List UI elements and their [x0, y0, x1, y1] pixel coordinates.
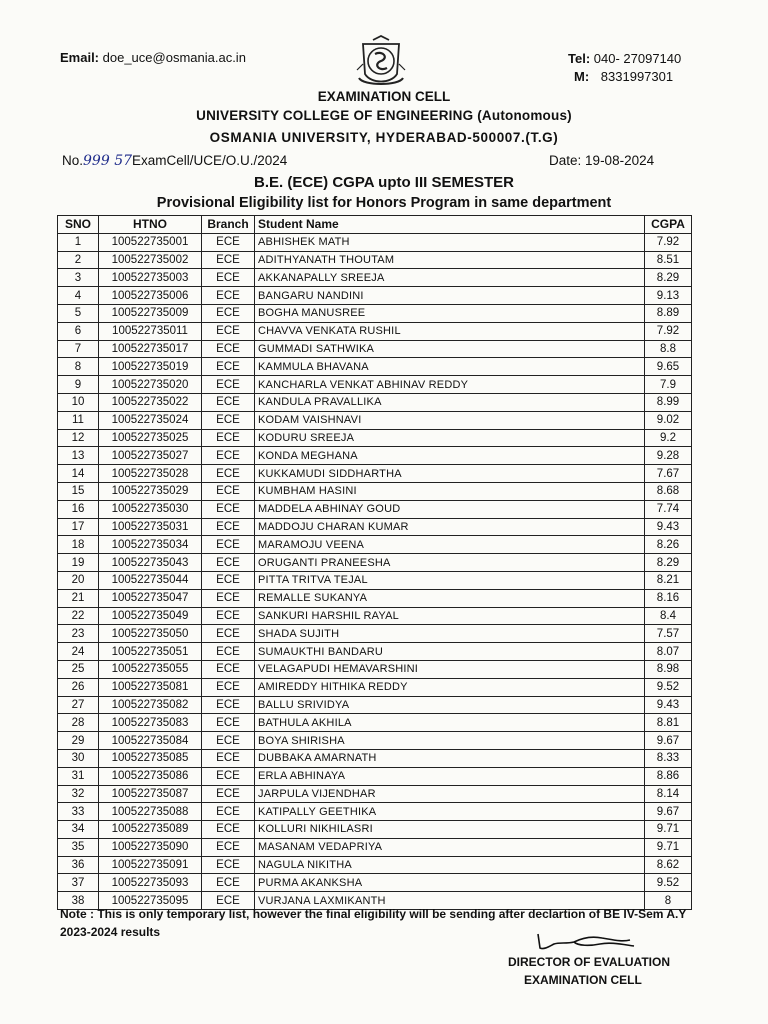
- table-row: [58, 660, 692, 678]
- cgpa-cell: 7.92: [645, 233, 692, 251]
- column-header-cgpa: CGPA: [645, 216, 692, 234]
- sno-cell: 36: [58, 856, 99, 874]
- table-row: [58, 821, 692, 839]
- table-row: [58, 322, 692, 340]
- table-row: [58, 874, 692, 892]
- cgpa-cell: 8.14: [645, 785, 692, 803]
- table-row: [58, 465, 692, 483]
- cgpa-cell: 9.67: [645, 732, 692, 750]
- student-name-cell: MASANAM VEDAPRIYA: [255, 838, 645, 856]
- student-name-cell: BOYA SHIRISHA: [255, 732, 645, 750]
- cgpa-cell: 9.65: [645, 358, 692, 376]
- sno-cell: 20: [58, 571, 99, 589]
- document-title: B.E. (ECE) CGPA upto III SEMESTER: [253, 174, 514, 191]
- student-name-cell: KAMMULA BHAVANA: [255, 358, 645, 376]
- htno-cell: 100522735088: [99, 803, 202, 821]
- htno-cell: 100522735001: [99, 233, 202, 251]
- table-row: [58, 732, 692, 750]
- cgpa-cell: 8.29: [645, 269, 692, 287]
- sno-cell: 7: [58, 340, 99, 358]
- table-row: [58, 429, 692, 447]
- branch-cell: ECE: [202, 767, 255, 785]
- cgpa-cell: 8.98: [645, 660, 692, 678]
- sno-cell: 18: [58, 536, 99, 554]
- htno-cell: 100522735029: [99, 482, 202, 500]
- cgpa-cell: 7.9: [645, 376, 692, 394]
- branch-cell: ECE: [202, 376, 255, 394]
- table-row: [58, 838, 692, 856]
- student-name-cell: VURJANA LAXMIKANTH: [255, 892, 645, 910]
- htno-cell: 100522735020: [99, 376, 202, 394]
- cgpa-cell: 9.52: [645, 874, 692, 892]
- htno-cell: 100522735031: [99, 518, 202, 536]
- mobile-line: [568, 68, 681, 86]
- cgpa-cell: 9.67: [645, 803, 692, 821]
- tel-line: [568, 50, 681, 68]
- sno-cell: 22: [58, 607, 99, 625]
- student-name-cell: BOGHA MANUSREE: [255, 304, 645, 322]
- cgpa-cell: 8.07: [645, 643, 692, 661]
- branch-cell: ECE: [202, 678, 255, 696]
- sno-cell: 10: [58, 393, 99, 411]
- table-row: [58, 536, 692, 554]
- htno-cell: 100522735049: [99, 607, 202, 625]
- table-row: [58, 749, 692, 767]
- table-row: [58, 696, 692, 714]
- sno-cell: 38: [58, 892, 99, 910]
- student-name-cell: KANDULA PRAVALLIKA: [255, 393, 645, 411]
- mobile-label: M:: [574, 69, 590, 84]
- cgpa-cell: 8.21: [645, 571, 692, 589]
- sno-cell: 4: [58, 287, 99, 305]
- sno-cell: 37: [58, 874, 99, 892]
- table-row: [58, 643, 692, 661]
- student-name-cell: JARPULA VIJENDHAR: [255, 785, 645, 803]
- college-name: UNIVERSITY COLLEGE OF ENGINEERING (Autonomous): [196, 108, 572, 123]
- sno-cell: 1: [58, 233, 99, 251]
- email-label: Email:: [60, 50, 100, 65]
- htno-cell: 100522735081: [99, 678, 202, 696]
- sno-cell: 26: [58, 678, 99, 696]
- cell-title: EXAMINATION CELL: [317, 89, 451, 104]
- cgpa-cell: 8.99: [645, 393, 692, 411]
- table-row: [58, 785, 692, 803]
- sno-cell: 24: [58, 643, 99, 661]
- htno-cell: 100522735006: [99, 287, 202, 305]
- branch-cell: ECE: [202, 322, 255, 340]
- table-row: [58, 607, 692, 625]
- cgpa-cell: 8.86: [645, 767, 692, 785]
- branch-cell: ECE: [202, 838, 255, 856]
- sno-cell: 31: [58, 767, 99, 785]
- cgpa-cell: 9.28: [645, 447, 692, 465]
- branch-cell: ECE: [202, 500, 255, 518]
- table-row: [58, 304, 692, 322]
- branch-cell: ECE: [202, 821, 255, 839]
- branch-cell: ECE: [202, 304, 255, 322]
- student-name-cell: KOLLURI NIKHILASRI: [255, 821, 645, 839]
- table-row: [58, 269, 692, 287]
- cgpa-cell: 8.68: [645, 482, 692, 500]
- cgpa-cell: 8.51: [645, 251, 692, 269]
- table-row: [58, 856, 692, 874]
- htno-cell: 100522735047: [99, 589, 202, 607]
- branch-cell: ECE: [202, 465, 255, 483]
- note-text: Note : This is only temporary list, however the final eligibility will be sending after declartion of BE IV-Sem A.Y 2023-2024 results: [60, 907, 687, 939]
- cgpa-cell: 7.92: [645, 322, 692, 340]
- contact-block: [568, 50, 681, 86]
- htno-cell: 100522735025: [99, 429, 202, 447]
- branch-cell: ECE: [202, 749, 255, 767]
- branch-cell: ECE: [202, 269, 255, 287]
- table-row: [58, 589, 692, 607]
- date-label: Date:: [549, 153, 582, 168]
- cgpa-cell: 7.74: [645, 500, 692, 518]
- eligibility-table: [57, 215, 692, 910]
- htno-cell: 100522735044: [99, 571, 202, 589]
- student-name-cell: BANGARU NANDINI: [255, 287, 645, 305]
- table-row: [58, 518, 692, 536]
- sno-cell: 17: [58, 518, 99, 536]
- htno-cell: 100522735050: [99, 625, 202, 643]
- htno-cell: 100522735084: [99, 732, 202, 750]
- htno-cell: 100522735093: [99, 874, 202, 892]
- director-title: DIRECTOR OF EVALUATION: [508, 955, 670, 969]
- column-header-student-name: Student Name: [255, 216, 645, 234]
- mobile-value: 8331997301: [600, 69, 674, 84]
- student-name-cell: AMIREDDY HITHIKA REDDY: [255, 678, 645, 696]
- column-header-branch: Branch: [202, 216, 255, 234]
- cgpa-cell: 9.52: [645, 678, 692, 696]
- student-name-cell: SANKURI HARSHIL RAYAL: [255, 607, 645, 625]
- table-row: [58, 554, 692, 572]
- branch-cell: ECE: [202, 589, 255, 607]
- student-name-cell: ERLA ABHINAYA: [255, 767, 645, 785]
- table-row: [58, 340, 692, 358]
- column-header-sno: SNO: [58, 216, 99, 234]
- table-row: [58, 625, 692, 643]
- email-line: [60, 50, 246, 65]
- student-name-cell: ORUGANTI PRANEESHA: [255, 554, 645, 572]
- sno-cell: 19: [58, 554, 99, 572]
- branch-cell: ECE: [202, 607, 255, 625]
- table-header-row: [58, 216, 692, 234]
- htno-cell: 100522735030: [99, 500, 202, 518]
- cgpa-cell: 8.62: [645, 856, 692, 874]
- cgpa-cell: 9.02: [645, 411, 692, 429]
- branch-cell: ECE: [202, 571, 255, 589]
- student-name-cell: KUKKAMUDI SIDDHARTHA: [255, 465, 645, 483]
- tel-label: Tel:: [568, 51, 591, 66]
- htno-cell: 100522735024: [99, 411, 202, 429]
- sno-cell: 30: [58, 749, 99, 767]
- htno-cell: 100522735083: [99, 714, 202, 732]
- student-name-cell: SUMAUKTHI BANDARU: [255, 643, 645, 661]
- student-name-cell: MARAMOJU VEENA: [255, 536, 645, 554]
- branch-cell: ECE: [202, 287, 255, 305]
- table-row: [58, 251, 692, 269]
- sno-cell: 14: [58, 465, 99, 483]
- sno-cell: 12: [58, 429, 99, 447]
- branch-cell: ECE: [202, 518, 255, 536]
- htno-cell: 100522735087: [99, 785, 202, 803]
- student-name-cell: ADITHYANATH THOUTAM: [255, 251, 645, 269]
- cgpa-cell: 9.71: [645, 838, 692, 856]
- student-name-cell: KODURU SREEJA: [255, 429, 645, 447]
- student-name-cell: NAGULA NIKITHA: [255, 856, 645, 874]
- branch-cell: ECE: [202, 358, 255, 376]
- student-name-cell: BALLU SRIVIDYA: [255, 696, 645, 714]
- cgpa-cell: 8.8: [645, 340, 692, 358]
- cgpa-cell: 9.71: [645, 821, 692, 839]
- htno-cell: 100522735091: [99, 856, 202, 874]
- branch-cell: ECE: [202, 803, 255, 821]
- document-date: [549, 153, 654, 168]
- university-seal-logo: [349, 34, 413, 92]
- table-row: [58, 571, 692, 589]
- branch-cell: ECE: [202, 536, 255, 554]
- htno-cell: 100522735011: [99, 322, 202, 340]
- branch-cell: ECE: [202, 251, 255, 269]
- branch-cell: ECE: [202, 340, 255, 358]
- student-name-cell: KUMBHAM HASINI: [255, 482, 645, 500]
- student-name-cell: KATIPALLY GEETHIKA: [255, 803, 645, 821]
- student-name-cell: MADDOJU CHARAN KUMAR: [255, 518, 645, 536]
- cgpa-cell: 8.16: [645, 589, 692, 607]
- cgpa-cell: 8.29: [645, 554, 692, 572]
- director-signature: [530, 928, 640, 954]
- htno-cell: 100522735034: [99, 536, 202, 554]
- htno-cell: 100522735051: [99, 643, 202, 661]
- sno-cell: 9: [58, 376, 99, 394]
- sno-cell: 11: [58, 411, 99, 429]
- sno-cell: 6: [58, 322, 99, 340]
- sno-cell: 5: [58, 304, 99, 322]
- branch-cell: ECE: [202, 732, 255, 750]
- htno-cell: 100522735022: [99, 393, 202, 411]
- table-row: [58, 393, 692, 411]
- sno-cell: 16: [58, 500, 99, 518]
- cgpa-cell: 9.2: [645, 429, 692, 447]
- branch-cell: ECE: [202, 874, 255, 892]
- branch-cell: ECE: [202, 892, 255, 910]
- cgpa-cell: 9.43: [645, 518, 692, 536]
- student-name-cell: GUMMADI SATHWIKA: [255, 340, 645, 358]
- sno-cell: 29: [58, 732, 99, 750]
- examination-cell-signoff: EXAMINATION CELL: [524, 973, 642, 987]
- table-row: [58, 678, 692, 696]
- htno-cell: 100522735017: [99, 340, 202, 358]
- sno-cell: 2: [58, 251, 99, 269]
- sno-cell: 8: [58, 358, 99, 376]
- email-value: doe_uce@osmania.ac.in: [102, 50, 246, 65]
- date-value: 19-08-2024: [585, 153, 655, 168]
- cgpa-cell: 9.43: [645, 696, 692, 714]
- htno-cell: 100522735086: [99, 767, 202, 785]
- table-row: [58, 358, 692, 376]
- cgpa-cell: 8: [645, 892, 692, 910]
- document-subtitle: Provisional Eligibility list for Honors Program in same department: [156, 195, 612, 211]
- cgpa-cell: 8.81: [645, 714, 692, 732]
- student-name-cell: MADDELA ABHINAY GOUD: [255, 500, 645, 518]
- sno-cell: 25: [58, 660, 99, 678]
- student-name-cell: SHADA SUJITH: [255, 625, 645, 643]
- branch-cell: ECE: [202, 554, 255, 572]
- table-row: [58, 482, 692, 500]
- table-row: [58, 376, 692, 394]
- branch-cell: ECE: [202, 429, 255, 447]
- sno-cell: 32: [58, 785, 99, 803]
- table-body: [58, 233, 692, 909]
- htno-cell: 100522735089: [99, 821, 202, 839]
- university-name: OSMANIA UNIVERSITY, HYDERABAD-500007.(T.G): [209, 130, 559, 145]
- htno-cell: 100522735027: [99, 447, 202, 465]
- htno-cell: 100522735082: [99, 696, 202, 714]
- htno-cell: 100522735002: [99, 251, 202, 269]
- table-row: [58, 500, 692, 518]
- branch-cell: ECE: [202, 696, 255, 714]
- reference-number: [62, 153, 287, 169]
- branch-cell: ECE: [202, 233, 255, 251]
- branch-cell: ECE: [202, 785, 255, 803]
- branch-cell: ECE: [202, 714, 255, 732]
- sno-cell: 21: [58, 589, 99, 607]
- table-row: [58, 767, 692, 785]
- student-name-cell: BATHULA AKHILA: [255, 714, 645, 732]
- htno-cell: 100522735095: [99, 892, 202, 910]
- sno-cell: 23: [58, 625, 99, 643]
- branch-cell: ECE: [202, 660, 255, 678]
- student-name-cell: DUBBAKA AMARNATH: [255, 749, 645, 767]
- htno-cell: 100522735019: [99, 358, 202, 376]
- sno-cell: 35: [58, 838, 99, 856]
- htno-cell: 100522735090: [99, 838, 202, 856]
- student-name-cell: VELAGAPUDI HEMAVARSHINI: [255, 660, 645, 678]
- htno-cell: 100522735028: [99, 465, 202, 483]
- sno-cell: 33: [58, 803, 99, 821]
- table-row: [58, 287, 692, 305]
- cgpa-cell: 7.57: [645, 625, 692, 643]
- htno-cell: 100522735003: [99, 269, 202, 287]
- student-name-cell: PURMA AKANKSHA: [255, 874, 645, 892]
- cgpa-cell: 8.4: [645, 607, 692, 625]
- column-header-htno: HTNO: [99, 216, 202, 234]
- branch-cell: ECE: [202, 447, 255, 465]
- handwritten-number: 999 57: [83, 153, 133, 169]
- table-row: [58, 233, 692, 251]
- branch-cell: ECE: [202, 856, 255, 874]
- htno-cell: 100522735085: [99, 749, 202, 767]
- branch-cell: ECE: [202, 411, 255, 429]
- student-name-cell: KODAM VAISHNAVI: [255, 411, 645, 429]
- htno-cell: 100522735009: [99, 304, 202, 322]
- table-row: [58, 447, 692, 465]
- reference-suffix: ExamCell/UCE/O.U./2024: [132, 153, 288, 168]
- cgpa-cell: 7.67: [645, 465, 692, 483]
- tel-value: 040- 27097140: [593, 51, 682, 66]
- sno-cell: 15: [58, 482, 99, 500]
- student-name-cell: PITTA TRITVA TEJAL: [255, 571, 645, 589]
- student-name-cell: AKKANAPALLY SREEJA: [255, 269, 645, 287]
- reference-prefix: No.: [62, 153, 84, 168]
- student-name-cell: KANCHARLA VENKAT ABHINAV REDDY: [255, 376, 645, 394]
- table-row: [58, 714, 692, 732]
- htno-cell: 100522735043: [99, 554, 202, 572]
- cgpa-cell: 8.89: [645, 304, 692, 322]
- sno-cell: 34: [58, 821, 99, 839]
- student-name-cell: ABHISHEK MATH: [255, 233, 645, 251]
- student-name-cell: REMALLE SUKANYA: [255, 589, 645, 607]
- branch-cell: ECE: [202, 393, 255, 411]
- cgpa-cell: 8.33: [645, 749, 692, 767]
- branch-cell: ECE: [202, 643, 255, 661]
- sno-cell: 27: [58, 696, 99, 714]
- cgpa-cell: 9.13: [645, 287, 692, 305]
- sno-cell: 13: [58, 447, 99, 465]
- student-name-cell: CHAVVA VENKATA RUSHIL: [255, 322, 645, 340]
- branch-cell: ECE: [202, 625, 255, 643]
- table-row: [58, 803, 692, 821]
- sno-cell: 28: [58, 714, 99, 732]
- student-name-cell: KONDA MEGHANA: [255, 447, 645, 465]
- cgpa-cell: 8.26: [645, 536, 692, 554]
- htno-cell: 100522735055: [99, 660, 202, 678]
- table-row: [58, 411, 692, 429]
- branch-cell: ECE: [202, 482, 255, 500]
- sno-cell: 3: [58, 269, 99, 287]
